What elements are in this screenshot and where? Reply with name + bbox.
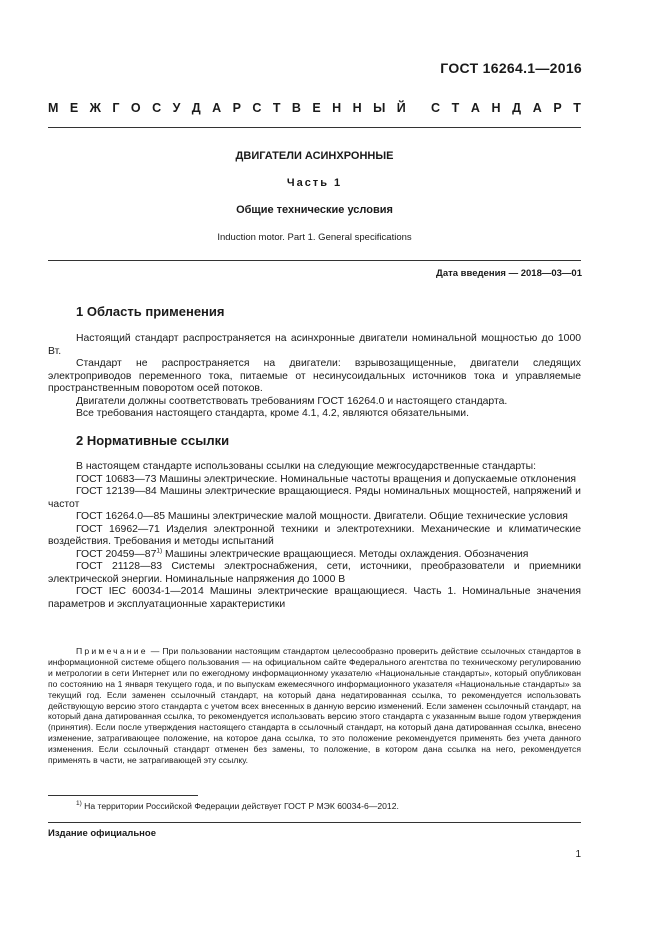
standard-word: С Т А Н Д А Р Т xyxy=(431,101,581,115)
footnote-marker: 1) xyxy=(156,547,163,555)
footer-divider xyxy=(48,822,581,823)
document-code: ГОСТ 16264.1—2016 xyxy=(440,60,582,76)
paragraph: Настоящий стандарт распространяется на асинхронные двигатели номинальной мощностью до 1000 Вт. xyxy=(48,333,581,357)
footnote-divider xyxy=(48,795,198,796)
section-2-heading: 2 Нормативные ссылки xyxy=(76,433,230,448)
reference-item: ГОСТ 16264.0—85 Машины электрические малой мощности. Двигатели. Общие технические условия xyxy=(76,511,568,522)
reference-item: ГОСТ 16962—71 Изделия электронной техники и электротехники. Механические и климатические воздействия. Требования и методы испытаний xyxy=(48,523,581,547)
reference-item: ГОСТ IEC 60034-1—2014 Машины электрические вращающиеся. Часть 1. Номинальные значения параметров и эксплуатационные характеристики xyxy=(48,586,581,610)
page-number: 1 xyxy=(575,849,581,860)
section-1-body xyxy=(48,333,581,421)
reference-item: ГОСТ 10683—73 Машины электрические. Номинальные частоты вращения и допускаемые отклонения xyxy=(76,473,577,485)
paragraph: Стандарт не распространяется на двигатели: взрывозащищенные, двигатели следящих электроприводов переменного тока, питаемые от несинусоидальных источников тока и управляемые пространственным поворотом осей потоков. xyxy=(48,358,581,394)
reference-item: ГОСТ 21128—83 Системы электроснабжения, сети, источники, преобразователи и приемники электрической энергии. Номинальные напряжения до 1000 В xyxy=(48,561,581,585)
reference-item: ГОСТ 20459—87$^{1)}$ Машины электрические вращающиеся. Методы охлаждения. Обозначения xyxy=(76,547,529,560)
paragraph: Все требования настоящего стандарта, кроме 4.1, 4.2, являются обязательными. xyxy=(76,408,469,419)
header-divider xyxy=(48,127,581,128)
document-title: ДВИГАТЕЛИ АСИНХРОННЫЕ xyxy=(235,150,394,162)
interstate-word: М Е Ж Г О С У Д А Р С Т В Е Н Н Ы Й xyxy=(48,101,406,115)
paragraph: В настоящем стандарте использованы ссылки на следующие межгосударственные стандарты: xyxy=(76,461,537,472)
note-label: Примечание xyxy=(76,646,148,656)
footnote: $^{1)}$ На территории Российской Федерации действует ГОСТ Р МЭК 60034-6—2012. xyxy=(76,800,399,811)
title-divider xyxy=(48,260,581,261)
paragraph: Двигатели должны соответствовать требованиям ГОСТ 16264.0 и настоящего стандарта. xyxy=(76,395,508,407)
document-part: Часть 1 xyxy=(286,177,343,189)
section-2-body xyxy=(48,461,581,611)
section-1-heading: 1 Область применения xyxy=(76,304,225,319)
note-text: — При пользовании настоящим стандартом целесообразно проверить действие ссылочных стандартов в информационной системе общего пользования — на официальном сайте Федерального агентства по техническому регулированию и метрологии в сети Интернет или по ежегодному информационному указателю «Национальные стандарты», который опубликован по состоянию на 1 января текущего года, и по выпускам ежемесячного информационного указателя «Национальные стандарты» за текущий год. Если заменен ссылочный стандарт, на который дана недатированная ссылка, то рекомендуется использовать действующую версию этого стандарта с учетом всех внесенных в данную версию изменений. Если заменен ссылочный стандарт, на который дана датированная ссылка, то рекомендуется использовать версию этого стандарта с указанным выше годом утверждения (принятия). Если после утверждения настоящего стандарта в ссылочный стандарт, на который дана датированная ссылка, внесено изменение, затрагивающее положение, на которое дана ссылка, то это положение рекомендуется применять без учета данного изменения. Если ссылочный стандарт отменен без замены, то положение, в котором дана ссылка на него, рекомендуется применять в части, не затрагивающей эту ссылку. xyxy=(48,646,581,766)
reference-item: ГОСТ 12139—84 Машины электрические вращающиеся. Ряды номинальных мощностей, напряжений и частот xyxy=(48,486,581,510)
note xyxy=(48,646,581,766)
document-subtitle: Общие технические условия xyxy=(236,204,393,216)
english-title: Induction motor. Part 1. General specifications xyxy=(217,232,412,243)
introduction-date: Дата введения — 2018—03—01 xyxy=(436,268,582,279)
official-edition-label: Издание официальное xyxy=(48,828,156,839)
interstate-standard-heading xyxy=(48,101,581,115)
